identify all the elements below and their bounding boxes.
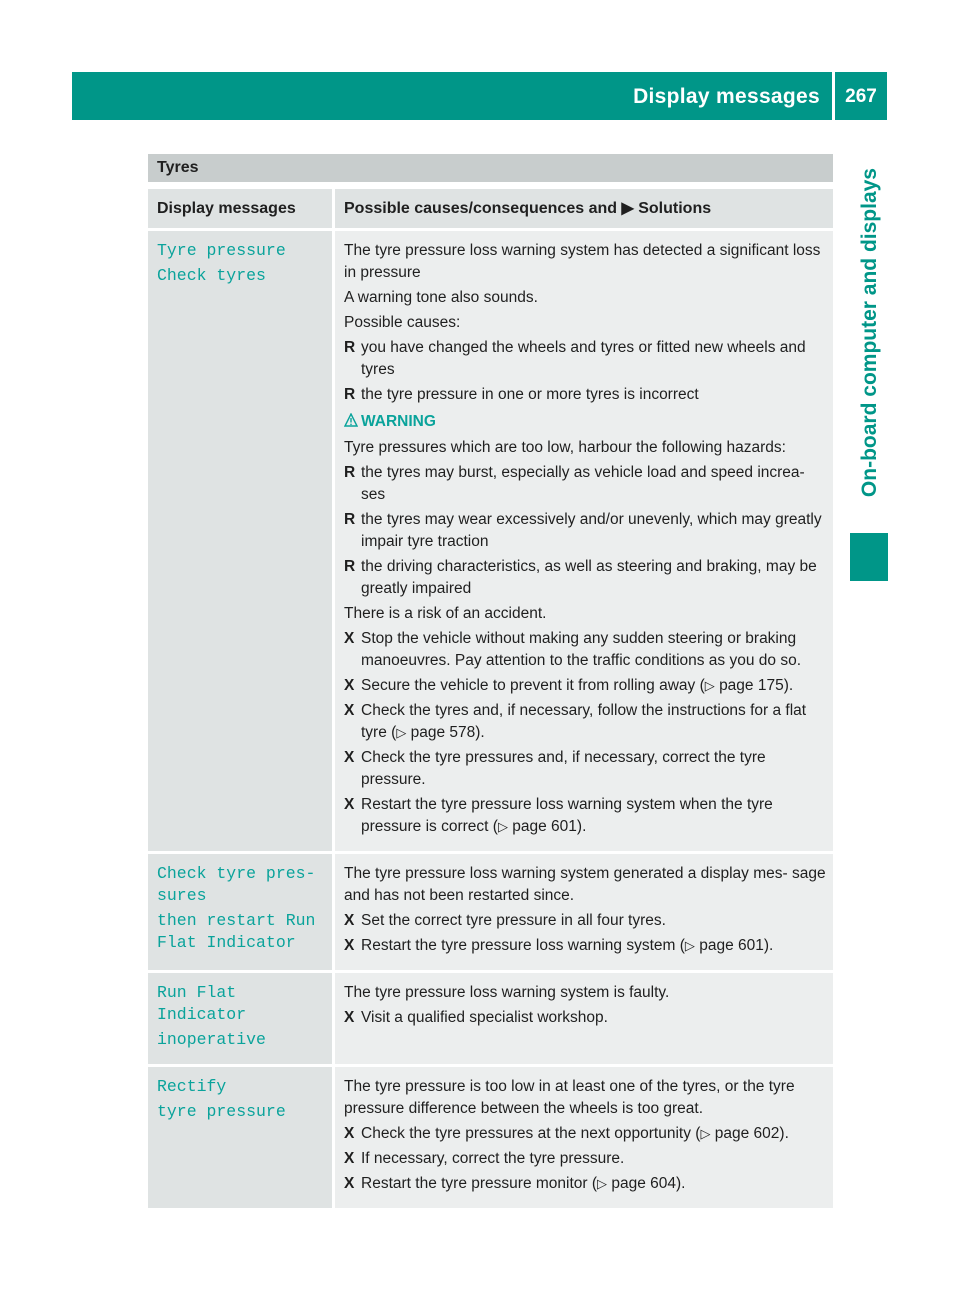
page-reference[interactable]: page 578). (410, 724, 485, 741)
step-arrow-icon: X (344, 702, 355, 719)
step-text: Set the correct tyre pressure in all four tyres. (361, 912, 666, 929)
description: The tyre pressure loss warning system has detected a significant loss in pressure (344, 242, 821, 281)
page-ref-icon: ▷ (597, 1176, 608, 1191)
instruction-step (344, 675, 826, 697)
list-item-text: the driving characteristics, as well as steering and braking, may be greatly impaired (361, 558, 817, 597)
step-text: Restart the tyre pressure monitor ( (361, 1175, 598, 1192)
instruction-step (344, 794, 826, 838)
instruction-step (344, 747, 826, 791)
list-item-text: the tyre pressure in one or more tyres is incorrect (361, 386, 699, 403)
table-row (148, 854, 833, 973)
list-item-text: you have changed the wheels and tyres or fitted new wheels and tyres (361, 339, 806, 378)
table-header-row (148, 189, 833, 231)
bullet-icon: R (344, 386, 356, 403)
chapter-side-tab (850, 168, 890, 568)
display-message: Check tyres (157, 266, 266, 285)
table-row (148, 231, 833, 854)
display-message: Rectify (157, 1077, 227, 1096)
step-arrow-icon: X (344, 1125, 355, 1142)
step-arrow-icon: X (344, 1175, 355, 1192)
page-ref-icon: ▷ (684, 938, 695, 953)
step-text: Stop the vehicle without making any sudden steering or braking manoeuvres. Pay attention to the traffic conditions as you do so. (361, 630, 802, 669)
warning-heading (361, 411, 826, 433)
list-item-text: the tyres may wear excessively and/or unevenly, which may greatly impair tyre traction (361, 511, 822, 550)
description: Tyre pressures which are too low, harbour the following hazards: (344, 439, 786, 456)
description: The tyre pressure is too low in at least one of the tyres, or the tyre pressure difference between the wheels is too great. (344, 1078, 795, 1117)
step-text: Restart the tyre pressure loss warning system ( (361, 937, 685, 954)
description: The tyre pressure loss warning system generated a display mes- sage and has not been restarted since. (344, 865, 826, 904)
warning-triangle-icon (344, 412, 358, 434)
page-reference[interactable]: page 175). (719, 677, 794, 694)
instruction-step (344, 910, 826, 932)
solution-cell (335, 231, 833, 854)
step-arrow-icon: X (344, 749, 355, 766)
page-section-title: Display messages (633, 85, 820, 108)
step-arrow-icon: X (344, 796, 355, 813)
solution-cell (335, 1067, 833, 1211)
table-row (148, 973, 833, 1067)
display-message: then restart Run Flat Indicator (157, 911, 316, 952)
solution-cell (335, 973, 833, 1067)
table-row (148, 1067, 833, 1211)
instruction-step (344, 1123, 826, 1145)
display-message: Tyre pressure (157, 241, 286, 260)
step-text: Secure the vehicle to prevent it from rolling away ( (361, 677, 705, 694)
page-reference[interactable]: page 601). (699, 937, 774, 954)
chapter-marker (850, 533, 888, 581)
step-text: Check the tyre pressures and, if necessary, correct the tyre pressure. (361, 749, 766, 788)
column-header-solutions-label: Solutions (638, 200, 712, 217)
section-title: Tyres (157, 159, 199, 176)
step-text: If necessary, correct the tyre pressure. (361, 1150, 625, 1167)
description: There is a risk of an accident. (344, 605, 547, 622)
instruction-step (344, 700, 826, 744)
step-arrow-icon: X (344, 937, 355, 954)
step-text: Check the tyres and, if necessary, follow the instructions for a flat tyre ( (361, 702, 807, 741)
arrow-icon: ▶ (621, 200, 634, 217)
bullet-icon: R (344, 511, 356, 528)
page-ref-icon: ▷ (700, 1126, 711, 1141)
page-reference[interactable]: page 602). (714, 1125, 789, 1142)
step-arrow-icon: X (344, 630, 355, 647)
list-item (344, 556, 826, 600)
page-number: 267 (845, 86, 877, 107)
page-number-box (835, 72, 887, 120)
column-header-solutions (335, 189, 833, 231)
list-item (344, 337, 826, 381)
step-arrow-icon: X (344, 677, 355, 694)
list-item-text: the tyres may burst, especially as vehicle load and speed increa- ses (361, 464, 805, 503)
list-item (344, 462, 826, 506)
step-text: Restart the tyre pressure loss warning system when the tyre pressure is correct ( (361, 796, 773, 835)
step-text: Check the tyre pressures at the next opportunity ( (361, 1125, 701, 1142)
instruction-step (344, 1148, 826, 1170)
instruction-step (344, 1007, 826, 1029)
page-ref-icon: ▷ (704, 678, 715, 693)
display-message: Run Flat Indicator (157, 983, 247, 1024)
page-ref-icon: ▷ (497, 819, 508, 834)
display-message: Check tyre pres‐ sures (157, 864, 316, 905)
page-reference[interactable]: page 604). (611, 1175, 686, 1192)
bullet-icon: R (344, 558, 356, 575)
description: Possible causes: (344, 314, 461, 331)
display-message: tyre pressure (157, 1102, 286, 1121)
page-ref-icon: ▷ (396, 725, 407, 740)
chapter-label: On-board computer and displays (858, 168, 881, 498)
column-header-messages: Display messages (148, 189, 335, 231)
display-messages-table (148, 189, 833, 1211)
bullet-icon: R (344, 464, 356, 481)
step-text: Visit a qualified specialist workshop. (361, 1009, 608, 1026)
instruction-step (344, 935, 826, 957)
message-cell (148, 231, 335, 854)
warning-label: WARNING (361, 413, 436, 430)
description: A warning tone also sounds. (344, 289, 538, 306)
instruction-step (344, 628, 826, 672)
section-header (148, 154, 833, 182)
bullet-icon: R (344, 339, 356, 356)
message-cell (148, 854, 335, 973)
step-arrow-icon: X (344, 1009, 355, 1026)
instruction-step (344, 1173, 826, 1195)
page-reference[interactable]: page 601). (512, 818, 587, 835)
list-item (344, 384, 826, 406)
column-header-causes: Possible causes/consequences and (344, 200, 618, 217)
message-cell (148, 973, 335, 1067)
header-bar (72, 72, 832, 120)
message-cell (148, 1067, 335, 1211)
solution-cell (335, 854, 833, 973)
step-arrow-icon: X (344, 912, 355, 929)
display-message: inoperative (157, 1030, 266, 1049)
step-arrow-icon: X (344, 1150, 355, 1167)
list-item (344, 509, 826, 553)
description: The tyre pressure loss warning system is faulty. (344, 984, 670, 1001)
